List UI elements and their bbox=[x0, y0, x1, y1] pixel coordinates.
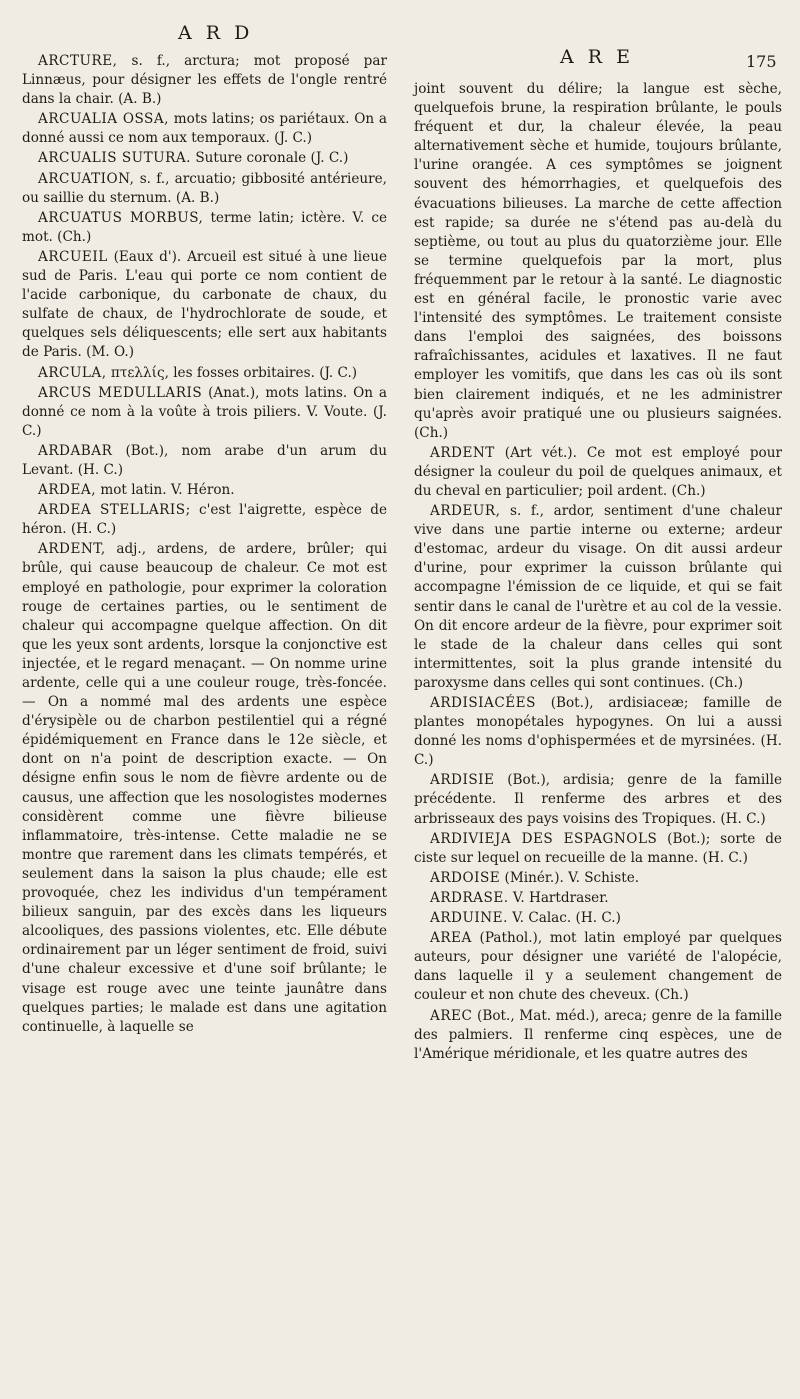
entry bbox=[414, 889, 782, 908]
entry bbox=[22, 209, 387, 247]
entry-headword: ARCUALIA OSSA, bbox=[38, 111, 169, 128]
entry-headword: AREA bbox=[430, 930, 472, 947]
entry-text: πτελλίς, les fosses orbitaires. (J. C.) bbox=[106, 364, 358, 381]
entry bbox=[22, 364, 387, 383]
entry-text: (Bot.), nom arabe d'un arum du Levant. (H. C.) bbox=[22, 442, 387, 478]
entry bbox=[414, 909, 782, 928]
entry bbox=[22, 501, 387, 539]
entry bbox=[414, 1007, 782, 1064]
entry-headword: ARDOISE bbox=[430, 869, 501, 886]
entry-text: (Pathol.), mot latin employé par quelques auteurs, pour désigner une variété de l'alopécie, dans laquelle il y a seulement changement de couleur et non chute des cheveux. (Ch.) bbox=[414, 930, 782, 1004]
entry-text: s. f., arcuatio; gibbosité antérieure, ou saillie du sternum. (A. B.) bbox=[22, 170, 387, 206]
entry-headword: ARCTURE, bbox=[38, 53, 118, 69]
entry-headword: ARDENT bbox=[430, 444, 495, 461]
entry-text: Suture coronale (J. C.) bbox=[191, 150, 349, 167]
entry-text: mots latins; os pariétaux. On a donné aussi ce nom aux temporaux. (J. C.) bbox=[22, 111, 387, 147]
entry-text: s. f., ardor, sentiment d'une chaleur vive dans une partie interne ou externe; ardeur d'estomac, ardeur du visage. On dit aussi ardeur d'urine, pour exprimer la cuisson brûlante qui accompagne l'émission de ce liquide, et qui se fait sentir dans le canal de l'urètre et au col de la vessie. On dit encore ardeur de la fièvre, pour exprimer soit le stade de la chaleur dans celles qui sont intermittentes, soit la plus grande intensité du paroxysme dans celles qui sont continues. (Ch.) bbox=[414, 503, 782, 691]
entry-headword: ARCUATUS MORBUS, bbox=[38, 209, 204, 226]
entry bbox=[22, 52, 387, 109]
entry-text: adj., ardens, de ardere, brûler; qui brûle, qui cause beaucoup de chaleur. Ce mot est employé en pathologie, pour exprimer la coloration rouge de certaines parties, ou le sentiment de chaleur qui accompagne quelque affection. On dit que les yeux sont ardents, lorsque la conjonctive est injectée, et le regard menaçant. — On nomme urine ardente, celle qui a une couleur rouge, très-foncée. — On a nommé mal des ardents une espèce d'érysipèle ou de charbon pestilentiel qui a régné épidémiquement en France dans le 12e siècle, et dont on n'a point de description exacte. — On désigne enfin sous le nom de fièvre ardente ou de causus, une affection que les nosologistes modernes considèrent comme une fièvre bilieuse inflammatoire, très-intense. Cette maladie ne se montre que rarement dans les climats tempérés, et seulement dans la saison la plus chaude; elle est provoquée, chez les individus d'un tempérament bilieux sanguin, par des excès dans les liqueurs alcooliques, des passions violentes, etc. Elle débute ordinairement par un léger sentiment de froid, suivi d'une chaleur excessive et d'une soif brûlante; le visage est rouge avec une teinte jaunâtre dans quelques parties; le malade est dans une agitation continuelle, à laquelle se bbox=[22, 541, 387, 1035]
entry bbox=[414, 444, 782, 501]
entry-text: mot latin. V. Héron. bbox=[96, 482, 235, 499]
entry-headword: ARCUS MEDULLARIS bbox=[38, 384, 203, 401]
entry-headword: ARDIVIEJA DES ESPAGNOLS bbox=[430, 830, 658, 847]
entry-headword: ARCUEIL bbox=[38, 248, 108, 265]
entry-text: joint souvent du délire; la langue est sèche, quelquefois brune, la respiration brûlante, le pouls fréquent et dur, la chaleur élevée, la peau alternativement sèche et humide, toujours brûlante, l'urine orangée. A ces symptômes se joignent souvent des hémorrhagies, et quelquefois des évacuations bilieuses. La marche de cette affection est rapide; sa durée ne s'étend pas au-delà du septième, ou tout au plus du quatorzième jour. Elle se termine quelquefois par la mort, plus fréquemment par le retour à la santé. Le diagnostic est en général facile, le pronostic varie avec l'intensité des symptômes. Le traitement consiste dans l'emploi des saignées, des boissons rafraîchissantes, acidules et laxatives. Il ne faut employer les vomitifs, que dans les cas où ils sont bien clairement indiqués, et ne les administrer qu'après avoir pratiqué une ou plusieurs saignées. (Ch.) bbox=[414, 81, 782, 441]
entry bbox=[22, 442, 387, 480]
entry-headword: ARDUINE. bbox=[430, 910, 508, 927]
entry-text: (Bot.), ardisiaceæ; famille de plantes monopétales hypogynes. On lui a aussi donné les noms d'ophispermées et de myrsinées. (H. C.) bbox=[414, 695, 782, 769]
right-running-head: A R E bbox=[560, 46, 634, 68]
entry bbox=[22, 149, 387, 168]
entry bbox=[22, 110, 387, 148]
entry bbox=[414, 771, 782, 828]
entry-text: V. Calac. (H. C.) bbox=[507, 910, 621, 927]
entry bbox=[414, 694, 782, 770]
page-number: 175 bbox=[746, 52, 777, 71]
entry-text: (Bot.), ardisia; genre de la famille précédente. Il renferme des arbres et des arbrisseaux des pays voisins des Tropiques. (H. C.) bbox=[414, 772, 782, 827]
entry-text: c'est l'aigrette, espèce de héron. (H. C.) bbox=[22, 502, 387, 538]
entry-text: (Anat.), mots latins. On a donné ce nom à la voûte à trois piliers. V. Voute. (J. C.) bbox=[22, 384, 387, 439]
entry-headword: ARCULA, bbox=[38, 364, 107, 381]
entry-text: (Bot., Mat. méd.), areca; genre de la famille des palmiers. Il renferme cinq espèces, une de l'Amérique méridionale, et les quatre autres des bbox=[414, 1007, 782, 1062]
entry-text: (Art vét.). Ce mot est employé pour désigner la couleur du poil de quelques animaux, et du cheval en particulier; poil ardent. (Ch.) bbox=[414, 444, 782, 499]
entry-headword: ARDEA, bbox=[38, 482, 97, 499]
entry bbox=[22, 481, 387, 500]
entry-headword: ARDEA STELLARIS; bbox=[38, 502, 191, 519]
entry-continuation bbox=[414, 80, 782, 443]
entry-headword: ARDEUR, bbox=[430, 503, 501, 520]
entry-text: (Bot.); sorte de ciste sur lequel on recueille de la manne. (H. C.) bbox=[414, 830, 782, 866]
entry-headword: ARDENT, bbox=[38, 541, 106, 558]
entry bbox=[414, 830, 782, 868]
entry-headword: ARDRASE. bbox=[430, 889, 509, 906]
left-column bbox=[22, 52, 387, 1038]
entry-text: terme latin; ictère. V. ce mot. (Ch.) bbox=[22, 209, 387, 245]
right-column bbox=[414, 80, 782, 1065]
entry-text: (Eaux d'). Arcueil est situé à une lieue sud de Paris. L'eau qui porte ce nom contient de l'acide carbonique, du carbonate de chaux, du sulfate de chaux, de l'hydrochlorate de soude, et quelques sels déliquescents; elle sert aux habitants de Paris. (M. O.) bbox=[22, 248, 387, 361]
entry-headword: ARCUATION, bbox=[38, 170, 135, 187]
entry bbox=[22, 384, 387, 441]
entry bbox=[414, 502, 782, 693]
entry-text: V. Hartdraser. bbox=[508, 889, 609, 906]
entry-headword: ARDISIACÉES bbox=[430, 695, 536, 711]
entry-headword: AREC bbox=[430, 1007, 473, 1024]
entry-headword: ARCUALIS SUTURA. bbox=[38, 150, 192, 167]
entry-text: s. f., arctura; mot proposé par Linnæus, pour désigner les effets de l'ongle rentré dans la chair. (A. B.) bbox=[22, 53, 387, 108]
entry bbox=[22, 540, 387, 1036]
left-running-head: A R D bbox=[178, 22, 254, 44]
entry bbox=[22, 248, 387, 363]
entry-text: (Minér.). V. Schiste. bbox=[500, 869, 640, 886]
entry bbox=[22, 170, 387, 208]
entry bbox=[414, 929, 782, 1005]
entry bbox=[414, 869, 782, 888]
entry-headword: ARDISIE bbox=[430, 772, 495, 789]
entry-headword: ARDABAR bbox=[38, 442, 113, 459]
